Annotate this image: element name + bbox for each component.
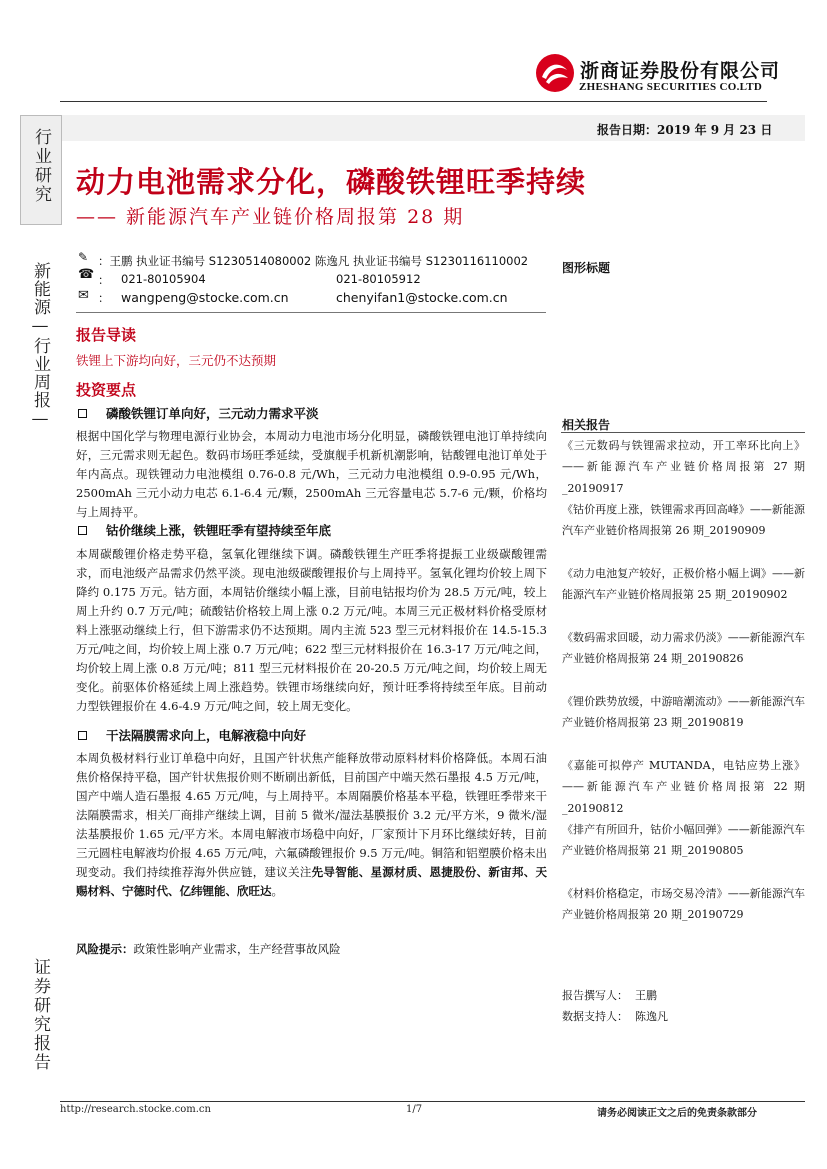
related-item[interactable]: 《动力电池复产较好，正极价格小幅上调》——新能源汽车产业链价格周报第 25 期_20190902 [562,567,805,602]
bullet-square-icon [78,526,87,535]
company-logo [534,52,576,94]
related-item[interactable]: 《三元数码与铁锂需求拉动，开工率环比向上》——新能源汽车产业链价格周报第 27 期_20190917 [562,439,805,495]
point-3-text: 本周负极材料行业订单稳中向好，且国产针状焦产能释放带动原料材料价格降低。本周石油焦价格保持平稳，国产针状焦报价则不断刷出新低，目前国产中端天然石墨报 4.5 万元/吨，国产中端人造石墨报 4.65 万元/吨，与上周持平。本周隔膜价格基本平稳，铁锂旺季带来干法隔膜需求，相关厂商排产继续上调，目前 5 微米/湿法基膜报价 3.2 元/平方米，9 微米/湿法基膜报价 1.65 元/平方米。本周电解液市场稳中向好，厂家预计下月环比继续好转，目前三元圆柱电解液均价报 4.65 万元/吨，六氟磷酸锂报价 9.5 万元/吨。铜箔和铝塑膜价格未出现变动。我们持续推荐海外供应链，建议关注 [76,751,547,879]
point-1-body: 根据中国化学与物理电源行业协会，本周动力电池市场分化明显，磷酸铁锂电池订单持续向好，三元需求则无起色。数码市场旺季延续，受旗舰手机新机潮影响，钴酸锂电池订单处于年内高点。现铁锂动力电池模组 0.76-0.8 元/Wh，三元动力电池模组 0.9-0.95 元/Wh，2500mAh 三元小动力电芯 6.1-6.4 元/颗，2500mAh 三元容量电芯 5.7-6 元/颗，价格均与上周持平。 [76,429,547,519]
bullet-square-icon [78,731,87,740]
related-item[interactable]: 《排产有所回升，钴价小幅回弹》——新能源汽车产业链价格周报第 21 期_20190805 [562,823,805,858]
point-2-title: 钴价继续上涨，铁锂旺季有望持续至年底 [106,523,332,538]
pen-icon: ✎ [78,250,89,264]
footer-rule [60,1101,805,1102]
page-number: 1/7 [406,1104,423,1115]
email-2[interactable]: chenyifan1@stocke.com.cn [336,290,508,305]
related-list [562,435,805,947]
company-name-cn: 浙商证券股份有限公司 [580,60,781,82]
footer-disclaimer: 请务必阅读正文之后的免责条款部分 [597,1108,757,1119]
footer-url[interactable]: http://research.stocke.com.cn [60,1104,211,1115]
related-item[interactable]: 《钴价再度上涨，铁锂需求再回高峰》——新能源汽车产业链价格周报第 26 期_20190909 [562,503,805,538]
mail-icon: ✉ [78,288,89,303]
point-3-end: 。 [271,884,283,898]
point-3-recommended: 先导智能、星源材质、恩捷股份、新宙邦、天赐材料、宁德时代、亿纬锂能、欣旺达 [76,865,547,898]
figure-title: 图形标题 [562,261,611,275]
sidebar-footer-label: 证券研究报告 [30,958,50,1072]
data-support-line: 数据支持人： 陈逸凡 [562,1010,668,1023]
email-1[interactable]: wangpeng@stocke.com.cn [121,290,289,305]
phone-colon: ： [98,273,110,287]
guide-text: 铁锂上下游均向好，三元仍不达预期 [76,353,277,368]
point-3-body [76,749,547,925]
page-subtitle: —— 新能源汽车产业链价格周报第 28 期 [76,206,465,228]
guide-heading: 报告导读 [76,326,137,344]
point-2-body: 本周碳酸锂价格走势平稳，氢氧化锂继续下调。磷酸铁锂生产旺季将提振工业级碳酸锂需求，而电池级产品需求仍然平淡。现电池级碳酸锂报价与上周持平。氢氧化锂均价较上周下降约 0.175 万元。钴方面，本周钴价继续小幅上涨，目前电钴报均价为 28.5 万元/吨，较上周上升约 0.7 万元/吨；硫酸钴价格较上周上涨 0.2 万元/吨。本周三元正极材料价格受原材料上涨驱动继续上行，但下游需求仍不达预期。周内主流 523 型三元材料报价在 14.5-15.3 万元/吨之间，均价较上周上涨 0.7 万元/吨；622 型三元材料报价在 16.3-17 万元/吨之间，均价较上周上涨 0.8 万元/吨；811 型三元材料报价在 20-20.5 万元/吨之间，均价较上周无变化。前驱体价格延续上周上涨趋势。铁锂市场继续向好，预计旺季将持续至年底。目前动力型铁锂报价在 4.6-4.9 万元/吨之间，较上周无变化。 [76,547,547,713]
header-rule [60,101,767,102]
report-date: 报告日期：2019 年 9 月 23 日 [597,123,773,137]
related-item[interactable]: 《数码需求回暖，动力需求仍淡》——新能源汽车产业链价格周报第 24 期_20190826 [562,631,805,666]
related-item[interactable]: 《嘉能可拟停产 MUTANDA，电钴应势上涨》——新能源汽车产业链价格周报第 22 期_20190812 [562,759,805,815]
phone-2: 021-80105912 [336,272,421,286]
points-heading: 投资要点 [76,381,137,399]
risk-label: 风险提示： [76,942,134,956]
sidebar-industry: 新能源—行业周报— [30,262,50,430]
company-name-en: ZHESHANG SECURITIES CO.LTD [579,81,763,93]
page-title: 动力电池需求分化，磷酸铁锂旺季持续 [76,165,587,199]
contact-rule [76,312,546,313]
related-item[interactable]: 《材料价格稳定，市场交易冷清》——新能源汽车产业链价格周报第 20 期_20190729 [562,887,805,922]
sidebar-category: 行业研究 [31,128,51,204]
zheshang-logo-icon [534,52,576,94]
risk-text: 政策性影响产业需求，生产经营事故风险 [133,942,341,956]
risk-line [76,941,341,957]
email-colon: ： [98,291,110,305]
related-item[interactable]: 《锂价跌势放缓，中游暗潮流动》——新能源汽车产业链价格周报第 23 期_20190819 [562,695,805,730]
related-title: 相关报告 [562,418,611,432]
phone-icon: ☎ [78,267,95,282]
author-line: 报告撰写人： 王鹏 [562,989,657,1002]
bullet-square-icon [78,409,87,418]
related-rule [561,432,805,433]
phone-1: 021-80105904 [121,272,206,286]
point-1-title: 磷酸铁锂订单向好，三元动力需求平淡 [106,406,319,421]
analyst-line: ：王鹏 执业证书编号 S1230514080002 陈逸凡 执业证书编号 S1230116110002 [98,254,529,268]
point-3-title: 干法隔膜需求向上，电解液稳中向好 [106,728,307,743]
